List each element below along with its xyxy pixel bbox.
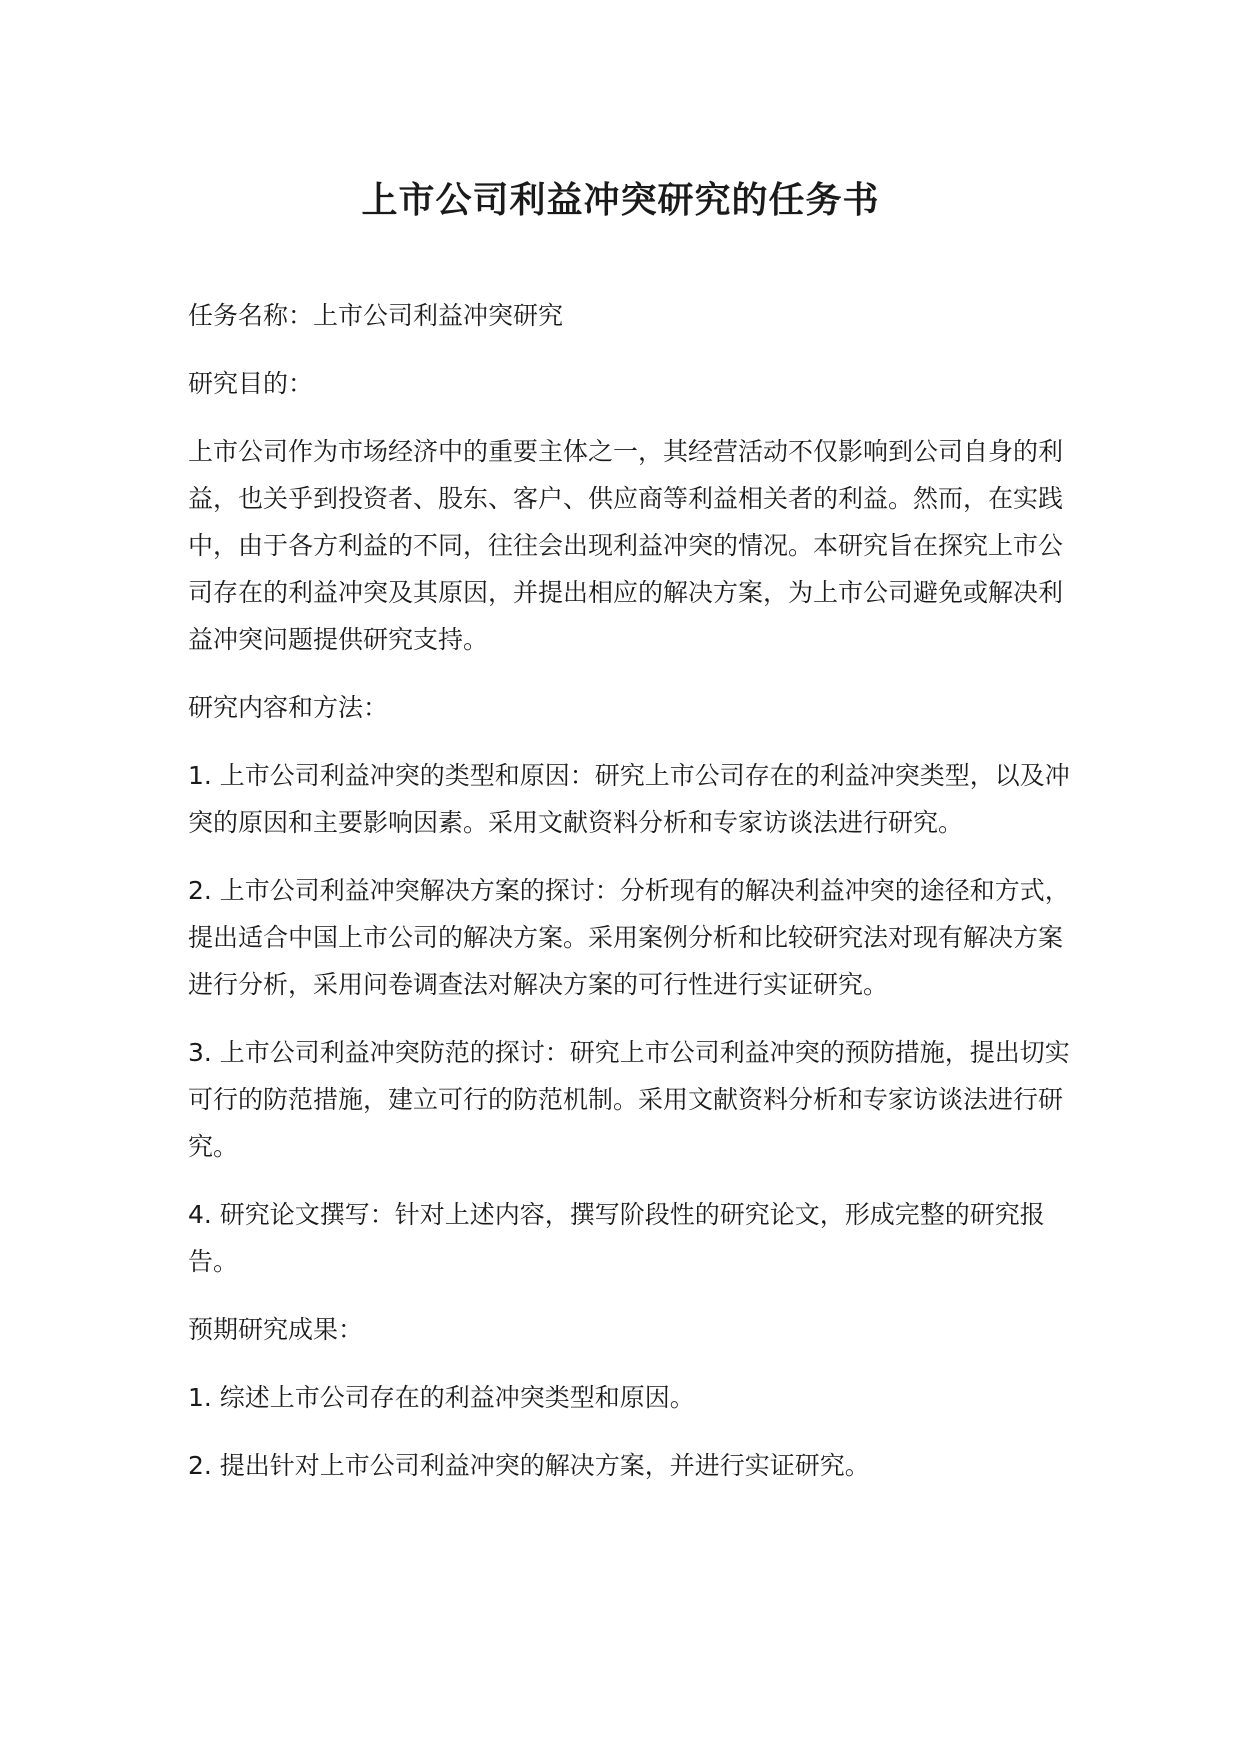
research-purpose-paragraph: 上市公司作为市场经济中的重要主体之一，其经营活动不仅影响到公司自身的利益，也关乎到投资者、股东、客户、供应商等利益相关者的利益。然而，在实践中，由于各方利益的不同，往往会出现利益冲突的情况。本研究旨在探究上市公司存在的利益冲突及其原因，并提出相应的解决方案，为上市公司避免或解决利益冲突问题提供研究支持。	[188, 437, 1064, 654]
document-title: 上市公司利益冲突研究的任务书	[361, 180, 880, 221]
document-body	[188, 292, 1078, 1510]
research-item-1: 1. 上市公司利益冲突的类型和原因：研究上市公司存在的利益冲突类型，以及冲突的原因和主要影响因素。采用文献资料分析和专家访谈法进行研究。	[188, 761, 1070, 837]
research-purpose-heading: 研究目的：	[188, 369, 314, 398]
research-item-4: 4. 研究论文撰写：针对上述内容，撰写阶段性的研究论文，形成完整的研究报告。	[188, 1200, 1045, 1276]
research-item-3: 3. 上市公司利益冲突防范的探讨：研究上市公司利益冲突的预防措施，提出切实可行的防范措施，建立可行的防范机制。采用文献资料分析和专家访谈法进行研究。	[188, 1038, 1070, 1161]
expected-results-heading: 预期研究成果：	[188, 1315, 364, 1344]
expected-result-2: 2. 提出针对上市公司利益冲突的解决方案，并进行实证研究。	[188, 1451, 870, 1480]
research-content-heading: 研究内容和方法：	[188, 693, 389, 722]
expected-result-1: 1. 综述上市公司存在的利益冲突类型和原因。	[188, 1383, 695, 1412]
research-item-2: 2. 上市公司利益冲突解决方案的探讨：分析现有的解决利益冲突的途径和方式，提出适合中国上市公司的解决方案。采用案例分析和比较研究法对现有解决方案进行分析，采用问卷调查法对解决方案的可行性进行实证研究。	[188, 876, 1070, 999]
task-name-line: 任务名称：上市公司利益冲突研究	[188, 301, 564, 330]
